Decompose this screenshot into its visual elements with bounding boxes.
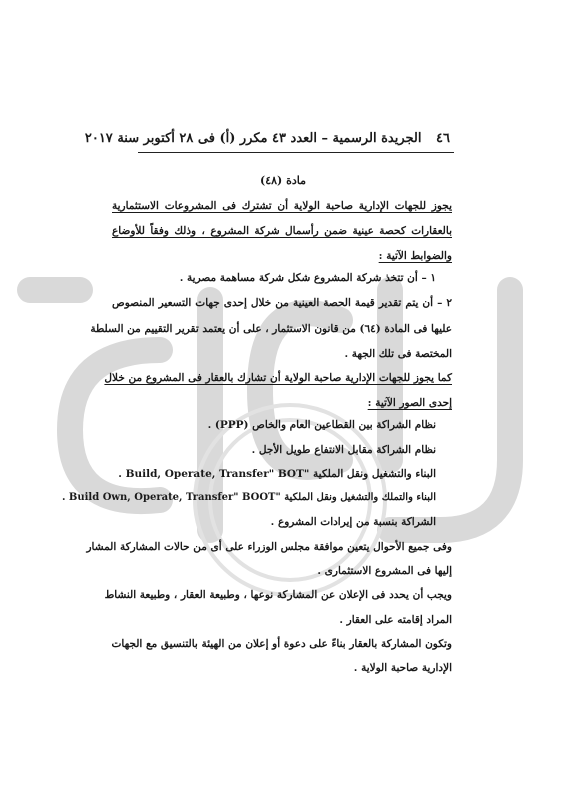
page-number: ٤٦ <box>436 131 450 146</box>
body-line: إحدى الصور الآتية : <box>367 397 452 409</box>
page-header <box>84 131 450 146</box>
body-line: وفى جميع الأحوال يتعين موافقة مجلس الوزراء على أى من حالات المشاركة المشار <box>86 541 452 553</box>
body-line: ٢ – أن يتم تقدير قيمة الحصة العينية من خلال إحدى جهات التسعير المنصوص <box>112 297 452 309</box>
body-line: كما يجوز للجهات الإدارية صاحبة الولاية أن تشارك بالعقار فى المشروع من خلال <box>104 372 452 384</box>
body-line: البناء والتملك والتشغيل ونقل الملكية "Build Own, Operate, Transfer" BOOT . <box>61 492 436 503</box>
body-line: نظام الشراكة بين القطاعين العام والخاص (PPP) . <box>207 419 436 431</box>
body-line: إليها فى المشروع الاستثمارى . <box>317 565 452 577</box>
body-line: والضوابط الآتية : <box>378 250 452 262</box>
body-line: وتكون المشاركة بالعقار بناءً على دعوة أو إعلان من الهيئة بالتنسيق مع الجهات <box>111 638 452 650</box>
body-line: المختصة فى تلك الجهة . <box>344 348 452 360</box>
body-line: عليها فى المادة (٦٤) من قانون الاستثمار ، على أن يعتمد تقرير التقييم من السلطة <box>90 323 452 335</box>
body-line: المراد إقامته على العقار . <box>339 614 452 626</box>
header-divider <box>138 152 454 153</box>
article-title: مادة (٤٨) <box>260 174 306 187</box>
gazette-title: الجريدة الرسمية – العدد ٤٣ مكرر (أ) فى ٢٨ أكتوبر سنة ٢٠١٧ <box>84 131 422 146</box>
body-line: يجوز للجهات الإدارية صاحبة الولاية أن تشترك فى المشروعات الاستثمارية <box>112 200 452 212</box>
body-line: ١ – أن تتخذ شركة المشروع شكل شركة مساهمة مصرية . <box>179 272 436 284</box>
body-line: بالعقارات كحصة عينية ضمن رأسمال شركة المشروع ، وذلك وفقاً للأوضاع <box>112 225 452 237</box>
body-line: ويجب أن يحدد فى الإعلان عن المشاركة نوعها ، وطبيعة العقار ، وطبيعة النشاط <box>104 589 452 601</box>
body-line: نظام الشراكة مقابل الانتفاع طويل الأجل . <box>251 444 436 456</box>
body-line: البناء والتشغيل ونقل الملكية "Build, Operate, Transfer" BOT . <box>118 468 436 480</box>
body-line: الشراكة بنسبة من إيرادات المشروع . <box>270 516 436 528</box>
body-line: الإدارية صاحبة الولاية . <box>353 662 452 674</box>
